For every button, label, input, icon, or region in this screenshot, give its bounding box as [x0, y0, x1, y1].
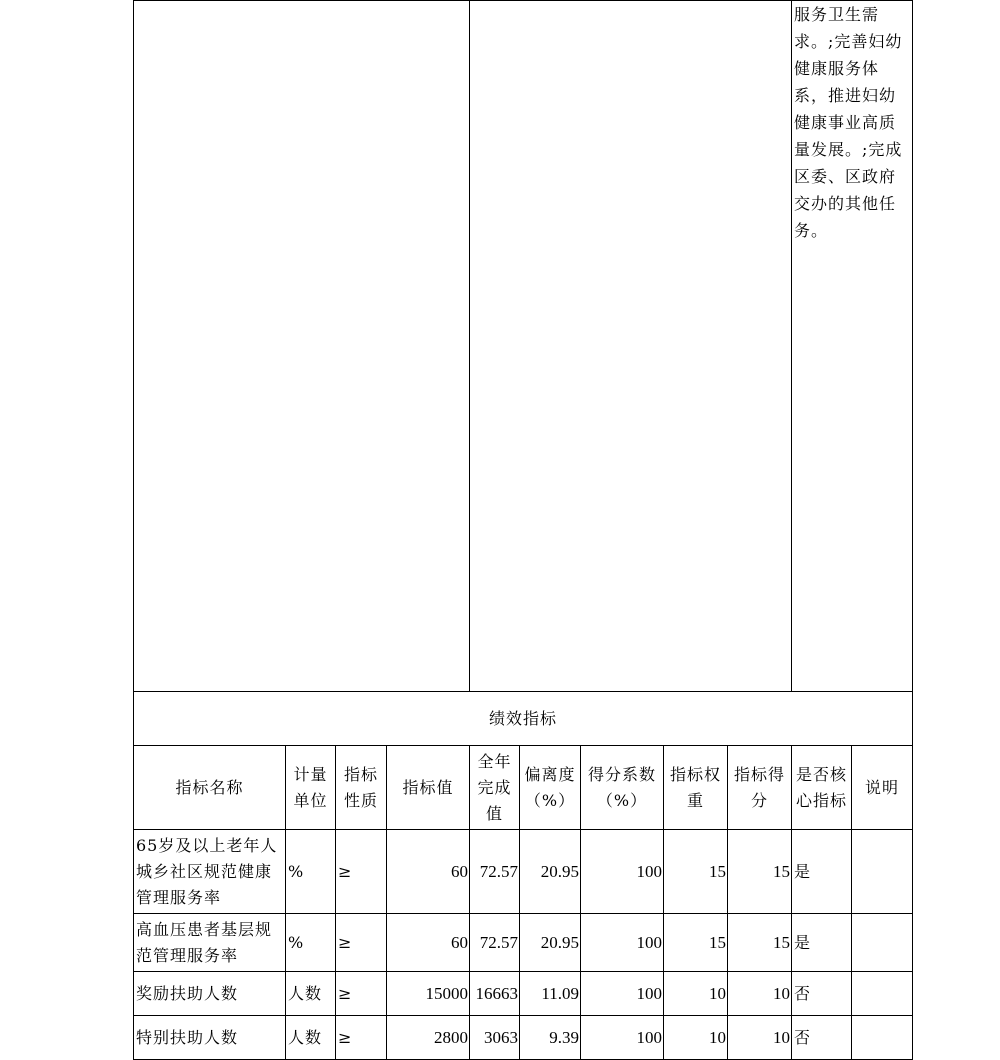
indicator-coefficient: 100 — [581, 972, 664, 1016]
indicator-deviation: 11.09 — [520, 972, 581, 1016]
indicator-unit: % — [286, 830, 336, 914]
indicator-target: 60 — [387, 914, 470, 972]
indicator-score: 10 — [728, 972, 792, 1016]
indicator-coefficient: 100 — [581, 914, 664, 972]
indicator-nature: ≥ — [336, 972, 387, 1016]
indicator-weight: 15 — [664, 914, 728, 972]
indicator-actual: 72.57 — [470, 914, 520, 972]
indicator-actual: 3063 — [470, 1016, 520, 1060]
header-nature: 指标性质 — [336, 746, 387, 830]
indicator-unit: 人数 — [286, 972, 336, 1016]
indicator-deviation: 9.39 — [520, 1016, 581, 1060]
indicator-note — [852, 914, 913, 972]
blank-cell-middle — [470, 1, 792, 692]
indicator-core: 否 — [792, 1016, 852, 1060]
section-title: 绩效指标 — [134, 692, 913, 746]
table-row — [134, 1016, 913, 1060]
header-unit: 计量单位 — [286, 746, 336, 830]
indicator-deviation: 20.95 — [520, 914, 581, 972]
table-row — [134, 914, 913, 972]
header-core: 是否核心指标 — [792, 746, 852, 830]
table-row — [134, 972, 913, 1016]
table-row — [134, 830, 913, 914]
indicator-target: 2800 — [387, 1016, 470, 1060]
header-note: 说明 — [852, 746, 913, 830]
indicator-score: 15 — [728, 830, 792, 914]
indicator-unit: % — [286, 914, 336, 972]
indicator-score: 15 — [728, 914, 792, 972]
indicator-weight: 10 — [664, 1016, 728, 1060]
indicator-nature: ≥ — [336, 830, 387, 914]
header-row — [134, 746, 913, 830]
performance-report-table-container — [133, 0, 912, 1060]
blank-cell-left — [134, 1, 470, 692]
indicator-actual: 16663 — [470, 972, 520, 1016]
indicator-target: 15000 — [387, 972, 470, 1016]
indicator-coefficient: 100 — [581, 830, 664, 914]
indicator-unit: 人数 — [286, 1016, 336, 1060]
header-coefficient: 得分系数（%） — [581, 746, 664, 830]
task-description-cell: 服务卫生需求。;完善妇幼健康服务体系，推进妇幼健康事业高质量发展。;完成区委、区政府交办的其他任务。 — [792, 1, 913, 692]
header-score: 指标得分 — [728, 746, 792, 830]
indicator-core: 否 — [792, 972, 852, 1016]
indicator-name: 高血压患者基层规范管理服务率 — [134, 914, 286, 972]
performance-report-table — [133, 0, 913, 1060]
indicator-coefficient: 100 — [581, 1016, 664, 1060]
header-deviation: 偏离度（%） — [520, 746, 581, 830]
header-name: 指标名称 — [134, 746, 286, 830]
indicator-actual: 72.57 — [470, 830, 520, 914]
indicator-core: 是 — [792, 830, 852, 914]
header-actual: 全年完成值 — [470, 746, 520, 830]
indicator-core: 是 — [792, 914, 852, 972]
indicator-weight: 15 — [664, 830, 728, 914]
description-row — [134, 1, 913, 692]
indicator-deviation: 20.95 — [520, 830, 581, 914]
indicator-note — [852, 1016, 913, 1060]
indicator-nature: ≥ — [336, 1016, 387, 1060]
header-weight: 指标权重 — [664, 746, 728, 830]
indicator-name: 65岁及以上老年人城乡社区规范健康管理服务率 — [134, 830, 286, 914]
section-title-row — [134, 692, 913, 746]
indicator-target: 60 — [387, 830, 470, 914]
indicator-name: 特别扶助人数 — [134, 1016, 286, 1060]
indicator-nature: ≥ — [336, 914, 387, 972]
indicator-note — [852, 972, 913, 1016]
indicator-weight: 10 — [664, 972, 728, 1016]
indicator-name: 奖励扶助人数 — [134, 972, 286, 1016]
header-target: 指标值 — [387, 746, 470, 830]
indicator-score: 10 — [728, 1016, 792, 1060]
indicator-note — [852, 830, 913, 914]
